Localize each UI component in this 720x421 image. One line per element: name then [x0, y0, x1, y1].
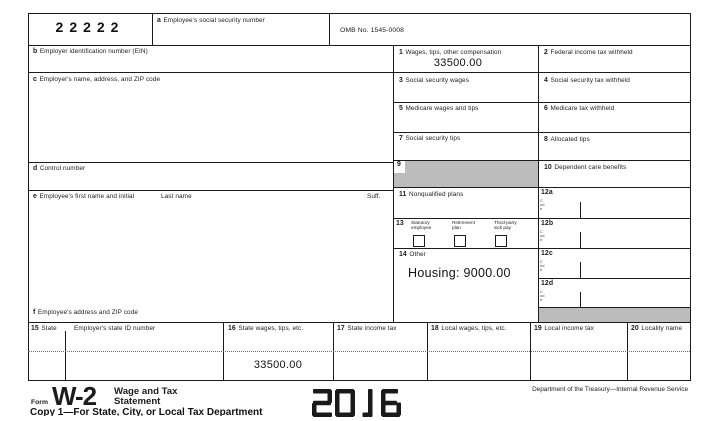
box3-label: [399, 77, 469, 84]
box11-number: 11: [399, 191, 407, 198]
box12a-number: 12a: [541, 189, 553, 196]
grid-line: [28, 190, 393, 191]
statutory-employee-checkbox[interactable]: [413, 235, 425, 247]
box11-text: Nonqualified plans: [408, 191, 464, 198]
box3-number: 3: [399, 77, 403, 84]
box-e-number: e: [33, 193, 37, 200]
box17-label: [337, 325, 397, 332]
statutory-employee-label: Statutory employee: [411, 220, 432, 230]
box4-text: Social security tax withheld: [550, 77, 630, 84]
grid-line: [393, 187, 690, 188]
box7-label: [399, 135, 460, 142]
box12a-label: [541, 189, 555, 196]
grid-line: [28, 13, 691, 14]
grid-line: [538, 278, 690, 279]
ein-label: [33, 48, 148, 55]
box1-value[interactable]: 33500.00: [433, 57, 483, 69]
box18-number: 18: [431, 325, 439, 332]
box20-number: 20: [631, 325, 639, 332]
box12c-label: [541, 250, 555, 257]
box12d-number: 12d: [541, 280, 554, 287]
box4-label: [544, 77, 630, 84]
box8-text: Allocated tips: [550, 136, 590, 143]
box12b-code-label: Code: [540, 229, 545, 242]
control-number-label: [33, 165, 85, 172]
box16-number: 16: [228, 325, 236, 332]
grid-line: [28, 45, 691, 46]
form-title-line2: Statement: [114, 396, 161, 407]
box4-number: 4: [544, 77, 548, 84]
box12b-amount-divider: [580, 232, 581, 248]
box-a-text: Employee's social security number: [163, 17, 265, 24]
box16-value[interactable]: 33500.00: [253, 359, 303, 371]
shaded-box-9: [394, 160, 538, 187]
retirement-plan-checkbox[interactable]: [454, 235, 466, 247]
box12a-code-label: Code: [540, 198, 545, 211]
box14-value[interactable]: Housing: 9000.00: [408, 266, 511, 280]
box12c-number: 12c: [541, 250, 553, 257]
box12c-amount-divider: [580, 262, 581, 278]
box6-label: [544, 105, 614, 112]
copy-line: Copy 1—For State, City, or Local Tax Department: [30, 407, 263, 416]
box15-text: State: [41, 325, 57, 332]
box7-number: 7: [399, 135, 403, 142]
box13-number: 13: [396, 220, 404, 227]
box10-text: Dependent care benefits: [554, 164, 627, 171]
grid-line: [152, 13, 153, 45]
grid-line: [28, 72, 691, 73]
box7-text: Social security tips: [405, 135, 461, 142]
box-d-number: d: [33, 165, 38, 172]
grid-line: [393, 248, 690, 249]
last-name-label: Last name: [161, 193, 192, 200]
box8-number: 8: [544, 136, 548, 143]
control-code: 22222: [55, 19, 125, 35]
box-a-number: a: [157, 17, 161, 24]
box12d-label: [541, 280, 556, 287]
grid-line: [329, 13, 330, 45]
box16-text: State wages, tips, etc.: [238, 325, 304, 332]
employee-name-label: [33, 193, 134, 200]
suffix-label: Suff.: [367, 193, 381, 200]
box17-text: State income tax: [347, 325, 397, 332]
box12d-code-label: Code: [540, 289, 545, 302]
box-e-text: Employee's first name and initial: [39, 193, 135, 200]
box1-number: 1: [399, 49, 403, 56]
box19-label: [534, 325, 594, 332]
box14-number: 14: [399, 251, 407, 258]
state-id-label: Employer's state ID number: [74, 325, 156, 332]
box6-number: 6: [544, 105, 548, 112]
state-column-divider: [65, 331, 66, 380]
box-b-text: Employer identification number (EIN): [39, 48, 148, 55]
box16-label: [228, 325, 303, 332]
box14-text: Other: [409, 251, 426, 258]
box12b-label: [541, 220, 556, 227]
box5-text: Medicare wages and tips: [405, 105, 479, 112]
box18-text: Local wages, tips, etc.: [441, 325, 507, 332]
box12d-amount-divider: [580, 292, 581, 307]
box12b-number: 12b: [541, 220, 554, 227]
box11-label: [399, 191, 463, 198]
box10-label: [544, 164, 626, 171]
box5-label: [399, 105, 478, 112]
box-f-number: f: [33, 309, 36, 316]
box-d-text: Control number: [39, 165, 86, 172]
box15-label: [31, 325, 57, 332]
box-f-text: Employee's address and ZIP code: [37, 309, 139, 316]
employer-info-label: [33, 76, 160, 83]
grid-line: [28, 162, 393, 163]
form-number-title: W-2: [52, 381, 97, 411]
box1-label: [399, 49, 501, 56]
box20-text: Locality name: [641, 325, 683, 332]
grid-line: [393, 132, 690, 133]
grid-line: [393, 45, 394, 322]
grid-line: [393, 218, 690, 219]
form-title-line1: Wage and Tax: [114, 386, 178, 397]
box14-label: [399, 251, 426, 258]
omb-label: OMB No. 1545-0008: [340, 27, 405, 34]
address-label: [33, 309, 138, 316]
grid-line: [690, 13, 691, 380]
grid-line: [538, 45, 539, 322]
box19-number: 19: [534, 325, 542, 332]
box20-label: [631, 325, 682, 332]
box3-text: Social security wages: [405, 77, 469, 84]
form-word-label: Form: [31, 399, 48, 406]
box1-text: Wages, tips, other compensation: [405, 49, 502, 56]
box2-text: Federal income tax withheld: [550, 49, 633, 56]
grid-line: [28, 322, 691, 323]
agency-label: Department of the Treasury—Internal Revenue Service: [532, 386, 688, 393]
third-party-sick-pay-checkbox[interactable]: [495, 235, 507, 247]
box6-text: Medicare tax withheld: [550, 105, 615, 112]
box-c-text: Employer's name, address, and ZIP code: [39, 76, 161, 83]
ssn-label: [157, 17, 265, 24]
entry-dotted-line: [28, 351, 690, 352]
box12c-code-label: Code: [540, 259, 545, 272]
box17-number: 17: [337, 325, 345, 332]
box13-label: [396, 220, 406, 227]
grid-line: [393, 160, 690, 161]
box10-number: 10: [544, 164, 552, 171]
box19-text: Local income tax: [544, 325, 594, 332]
grid-line: [28, 13, 29, 380]
box-c-number: c: [33, 76, 37, 83]
box9-label: [397, 161, 403, 168]
form-title: [114, 387, 177, 407]
box5-number: 5: [399, 105, 403, 112]
third-party-sick-pay-label: Third-party sick pay: [494, 220, 517, 230]
box2-label: [544, 49, 633, 56]
retirement-plan-label: Retirement plan: [452, 220, 475, 230]
box-b-number: b: [33, 48, 38, 55]
box18-label: [431, 325, 507, 332]
grid-line: [538, 307, 690, 308]
box15-number: 15: [31, 325, 39, 332]
shaded-strip-below-12d: [539, 308, 690, 322]
box9-number: 9: [397, 161, 401, 168]
box2-number: 2: [544, 49, 548, 56]
grid-line: [393, 102, 690, 103]
box12a-amount-divider: [580, 202, 581, 218]
box8-label: [544, 136, 590, 143]
grid-line: [28, 380, 691, 381]
